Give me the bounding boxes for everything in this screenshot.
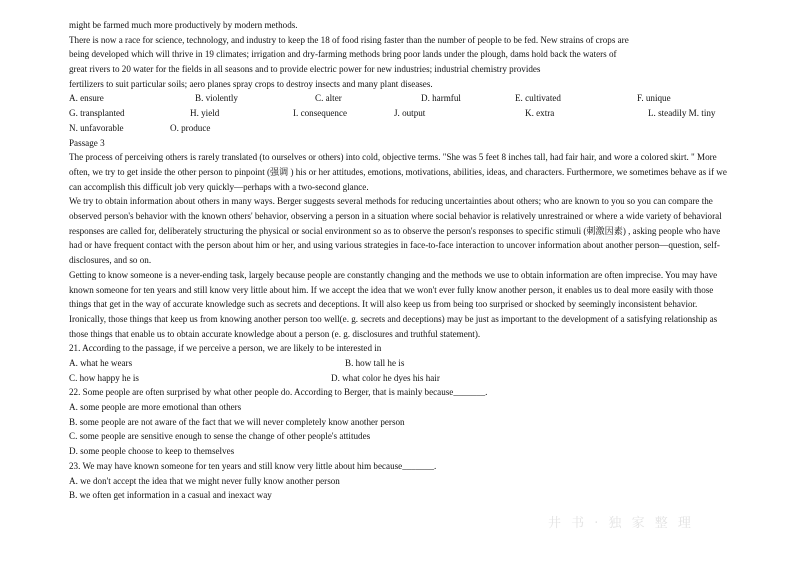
document-page bbox=[69, 18, 731, 503]
q22-option-d: D. some people choose to keep to themselves bbox=[69, 446, 235, 457]
q23-option-a: A. we don't accept the idea that we might never fully know another person bbox=[69, 475, 340, 486]
option-row bbox=[69, 106, 731, 121]
option-i: I. consequence bbox=[293, 108, 348, 119]
option-g: G. transplanted bbox=[69, 108, 125, 119]
q21-option-b: B. how tall he is bbox=[345, 358, 405, 369]
option-k: K. extra bbox=[525, 108, 555, 119]
option-o: O. produce bbox=[170, 122, 211, 133]
option-b: B. violently bbox=[195, 93, 238, 104]
q22-option-c: C. some people are sensitive enough to sense the change of other people's attitudes bbox=[69, 431, 371, 442]
option-d: D. harmful bbox=[421, 93, 461, 104]
text-line: There is now a race for science, technology, and industry to keep the 18 of food rising faster than the number of people to be fed. New strains of crops are bbox=[69, 34, 629, 45]
question-21-stem: 21. According to the passage, if we perceive a person, we are likely to be interested in bbox=[69, 343, 382, 354]
q21-option-d: D. what color he dyes his hair bbox=[331, 372, 440, 383]
question-23-stem: 23. We may have known someone for ten years and still know very little about him because_______. bbox=[69, 460, 437, 471]
paragraph: The process of perceiving others is rarely translated (to ourselves or others) into cold, objective terms. "She was 5 feet 8 inches tall, had fair hair, and wore a colored skirt. " More often, we try to get inside the other person to pinpoint (强调 ) his or her attitudes, emotions, motivations, abilities, ideas, and characters. Furthermore, we sometimes behave as if we can accomplish this difficult job very quickly—perhaps with a two-second glance. bbox=[69, 152, 727, 192]
q21-option-c: C. how happy he is bbox=[69, 372, 139, 383]
option-c: C. alter bbox=[315, 93, 342, 104]
option-a: A. ensure bbox=[69, 93, 104, 104]
paragraph: Getting to know someone is a never-ending task, largely because people are constantly changing and the methods we use to obtain information are often imprecise. You may have known someone for ten years and still know very little about him. If we accept the idea that we won't ever fully know another person, it enables us to deal more easily with those things that get in the way of accurate knowledge such as secrets and deceptions. It will also keep us from being too surprised or shocked by seemingly inconsistent behavior. Ironically, those things that keep us from knowing another person too well(e. g. secrets and deceptions) may be just as important to the development of a satisfying relationship as those things that enable us to obtain accurate knowledge about a person (e. g. disclosures and truthful statement). bbox=[69, 269, 718, 339]
option-l: L. steadily M. tiny bbox=[648, 108, 716, 119]
option-row bbox=[69, 356, 731, 371]
text-line: fertilizers to suit particular soils; aero planes spray crops to destroy insects and many plant diseases. bbox=[69, 78, 433, 89]
option-n: N. unfavorable bbox=[69, 122, 124, 133]
text-line: great rivers to 20 water for the fields in all seasons and to provide electric power for new industries; industrial chemistry provides bbox=[69, 64, 541, 75]
option-j: J. output bbox=[394, 108, 426, 119]
option-f: F. unique bbox=[637, 93, 671, 104]
option-row bbox=[69, 121, 731, 136]
q22-option-b: B. some people are not aware of the fact that we will never completely know another person bbox=[69, 416, 405, 427]
option-row bbox=[69, 91, 731, 106]
text-line: being developed which will thrive in 19 climates; irrigation and dry-farming methods bring poor lands under the plough, dams hold back the waters of bbox=[69, 49, 617, 60]
q22-option-a: A. some people are more emotional than others bbox=[69, 402, 242, 413]
text-line: might be farmed much more productively by modern methods. bbox=[69, 20, 298, 30]
q21-option-a: A. what he wears bbox=[69, 358, 133, 369]
option-h: H. yield bbox=[190, 108, 220, 119]
q23-option-b: B. we often get information in a casual and inexact way bbox=[69, 490, 272, 501]
paragraph: We try to obtain information about others in many ways. Berger suggests several methods for reducing uncertainties about others; who are known to you so you can compare the observed person's behavior with the known others' behavior, observing a person in a situation where social behavior is relatively unrestrained or where a wide variety of behavioral responses are called for, deliberately structuring the physical or social environment so as to observe the person's responses to specific stimuli (刺激因素) , asking people who have had or have frequent contact with the person about him or her, and using various strategies in face-to-face interaction to uncover information about another person—question, self-disclosures, and so on. bbox=[69, 196, 722, 266]
question-22-stem: 22. Some people are often surprised by what other people do. According to Berger, that is mainly because_______. bbox=[69, 387, 488, 398]
option-e: E. cultivated bbox=[515, 93, 561, 104]
option-row bbox=[69, 371, 731, 386]
passage-title: Passage 3 bbox=[69, 137, 105, 148]
watermark: 井 书 · 独 家 整 理 bbox=[548, 516, 694, 531]
